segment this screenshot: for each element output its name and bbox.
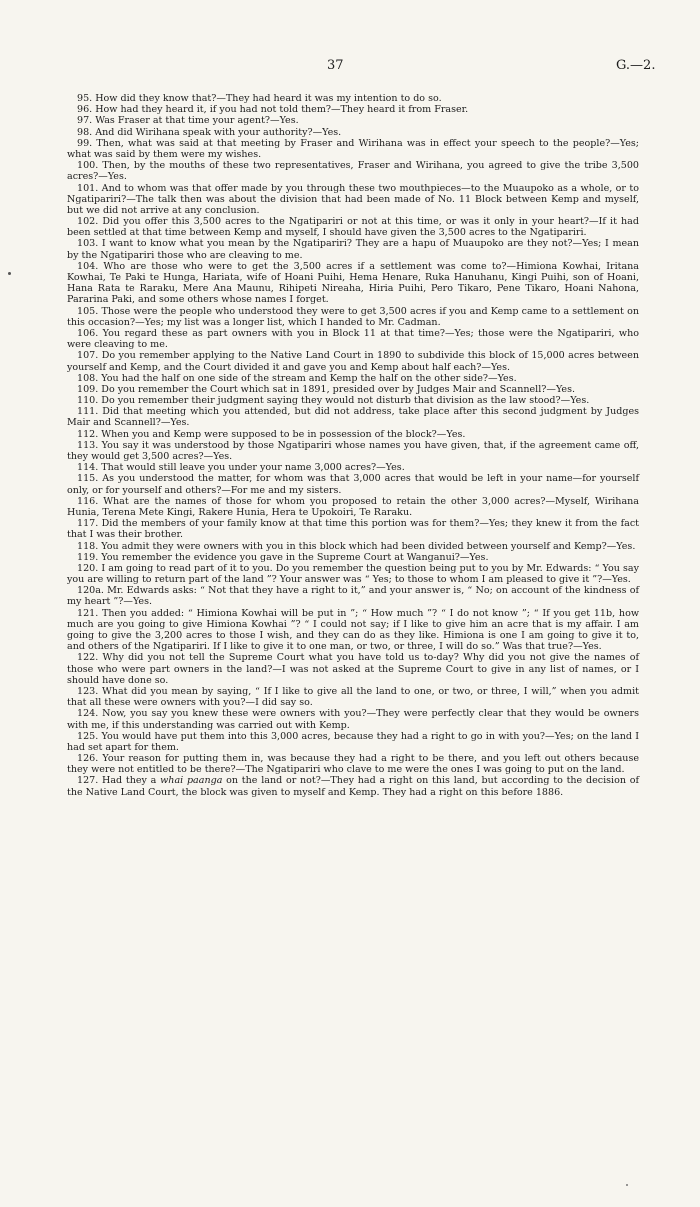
italic-term: whai paanga bbox=[160, 775, 223, 787]
paragraph: 122. Why did you not tell the Supreme Court what you have told us to-day? Why did you not give the names of those who were part owners in the land?—I was not asked at the Supreme Court to give in any list of names, or I should have done so. bbox=[67, 652, 639, 686]
paragraph: 97. Was Fraser at that time your agent?—Yes. bbox=[77, 115, 299, 127]
paragraph: 101. And to whom was that offer made by you through these two mouthpieces—to the Muaupoko as a whole, or to Ngatipariri?—The talk then was about the division that had been made of No. 11 Block between Kemp and myself, but we did not arrive at any conclusion. bbox=[67, 182, 639, 216]
paragraph: 117. Did the members of your family know at that time this portion was for them?—Yes; they knew it from the fact that I was their brother. bbox=[67, 518, 639, 541]
page-number: 37 bbox=[327, 58, 344, 73]
margin-mark bbox=[8, 272, 11, 275]
paragraph: 110. Do you remember their judgment saying they would not disturb that division as the law stood?—Yes. bbox=[77, 395, 590, 407]
paragraph: 120. I am going to read part of it to you. Do you remember the question being put to you by Mr. Edwards: “ You say you are willing to return part of the land ”? Your answer was “ Yes; to those to whom I am pleased to give it ”?—Yes. bbox=[67, 562, 639, 586]
page-header bbox=[0, 58, 700, 74]
paragraph: 118. You admit they were owners with you in this block which had been divided between yourself and Kemp?—Yes. bbox=[77, 540, 636, 552]
paragraph: 100. Then, by the mouths of these two representatives, Fraser and Wirihana, you agreed to give the tribe 3,500 acres?—Yes. bbox=[67, 160, 639, 183]
paragraph: 120a. Mr. Edwards asks: “ Not that they have a right to it,” and your answer is, “ No; on account of the kindness of my heart ”?—Yes. bbox=[67, 585, 639, 608]
text-run: on the land or not?—They had a right on this land, but according to the decision of the Native Land Court, the block was given to myself and Kemp. They had a right on this before 1886. bbox=[67, 775, 640, 798]
paragraph: 95. How did they know that?—They had heard it was my intention to do so. bbox=[77, 93, 442, 104]
paragraph: 99. Then, what was said at that meeting by Fraser and Wirihana was in effect your speech to the people?—Yes; what was said by them were my wishes. bbox=[67, 137, 639, 160]
paragraph: 126. Your reason for putting them in, was because they had a right to be there, and you left out others because they were not entitled to be there?—The Ngatipariri who clave to me were the ones I was going to put on the land. bbox=[67, 753, 639, 776]
paragraph: 105. Those were the people who understood they were to get 3,500 acres if you and Kemp came to a settlement on this occasion?—Yes; my list was a longer list, which I handed to Mr. Cadman. bbox=[67, 305, 639, 328]
paragraph: 115. As you understood the matter, for whom was that 3,000 acres that would be left in your name—for yourself only, or for yourself and others?—For me and my sisters. bbox=[67, 473, 639, 496]
paragraph: 98. And did Wirihana speak with your authority?—Yes. bbox=[77, 126, 342, 138]
document-reference: G.—2. bbox=[616, 58, 656, 73]
paragraph: 106. You regard these as part owners with you in Block 11 at that time?—Yes; those were the Ngatipariri, who were cleaving to me. bbox=[67, 327, 639, 351]
paragraph: 104. Who are those who were to get the 3,500 acres if a settlement was come to?—Himiona Kowhai, Iritana Kowhai, Te Paki te Hunga, Hariata, wife of Hoani Puihi, Hema Henare, Ruka Hanuhanu, Kingi Puihi, son of Hoani, Hana Rata te Raraku, Mere Ana Maunu, Rihipeti Nireaha, Hiria Puihi, Pero Tikaro, Pene Tikaro, Hoani Nahona, Pararina Paki, and some others whose names I forget. bbox=[67, 260, 639, 306]
margin-mark bbox=[626, 1184, 628, 1186]
document-body bbox=[67, 93, 639, 798]
paragraph: 125. You would have put them into this 3,000 acres, because they had a right to go in with you?—Yes; on the land I had set apart for them. bbox=[67, 730, 639, 753]
paragraph: 123. What did you mean by saying, “ If I like to give all the land to one, or two, or three, I will,” when you admit that all these were owners with you?—I did say so. bbox=[67, 685, 639, 709]
paragraph: 108. You had the half on one side of the stream and Kemp the half on the other side?—Yes. bbox=[77, 372, 517, 384]
paragraph: 116. What are the names of those for whom you proposed to retain the other 3,000 acres?—Myself, Wirihana Hunia, Terena Mete Kingi, Rakere Hunia, Hera te Upokoiri, Te Raraku. bbox=[67, 495, 639, 518]
paragraph: 107. Do you remember applying to the Native Land Court in 1890 to subdivide this block of 15,000 acres between yourself and Kemp, and the Court divided it and gave you and Kemp about half each?—Yes. bbox=[67, 350, 639, 373]
paragraph: 119. You remember the evidence you gave in the Supreme Court at Wanganui?—Yes. bbox=[77, 551, 489, 563]
text-run: 127. Had they a bbox=[77, 775, 161, 787]
paragraph: 114. That would still leave you under your name 3,000 acres?—Yes. bbox=[77, 462, 405, 474]
paragraph-last bbox=[67, 775, 639, 797]
paragraph: 96. How had they heard it, if you had not told them?—They heard it from Fraser. bbox=[77, 104, 469, 116]
paragraph: 102. Did you offer this 3,500 acres to the Ngatipariri or not at this time, or was it only in your heart?—If it had been settled at that time between Kemp and myself, I should have given the 3,500 acres to the Ngatipariri. bbox=[67, 216, 639, 239]
paragraph: 112. When you and Kemp were supposed to be in possession of the block?—Yes. bbox=[77, 428, 466, 440]
paragraph: 124. Now, you say you knew these were owners with you?—They were perfectly clear that they would be owners with me, if this understanding was carried out with Kemp. bbox=[67, 708, 639, 731]
paragraph: 121. Then you added: “ Himiona Kowhai will be put in ”; “ How much ”? “ I do not know ”; “ If you get 11b, how much are you going to give Himiona Kowhai ”? “ I could not say; if I like to give him an acre that is my affair. I am going to give the 3,200 acres to those I wish, and they can do as they like. Himiona is one I am going to give it to, and others of the Ngatipariri. If I like to give it to one man, or two, or three, I will do so.” Was that true?—Yes. bbox=[67, 607, 639, 653]
paragraph: 111. Did that meeting which you attended, but did not address, take place after this second judgment by Judges Mair and Scannell?—Yes. bbox=[67, 406, 639, 429]
paragraph: 109. Do you remember the Court which sat in 1891, presided over by Judges Mair and Scannell?—Yes. bbox=[77, 383, 576, 395]
paragraph: 113. You say it was understood by those Ngatipariri whose names you have given, that, if the agreement came off, they would get 3,500 acres?—Yes. bbox=[67, 439, 639, 462]
paragraph: 103. I want to know what you mean by the Ngatipariri? They are a hapu of Muaupoko are they not?—Yes; I mean by the Ngatipariri those who are cleaving to me. bbox=[67, 238, 639, 261]
